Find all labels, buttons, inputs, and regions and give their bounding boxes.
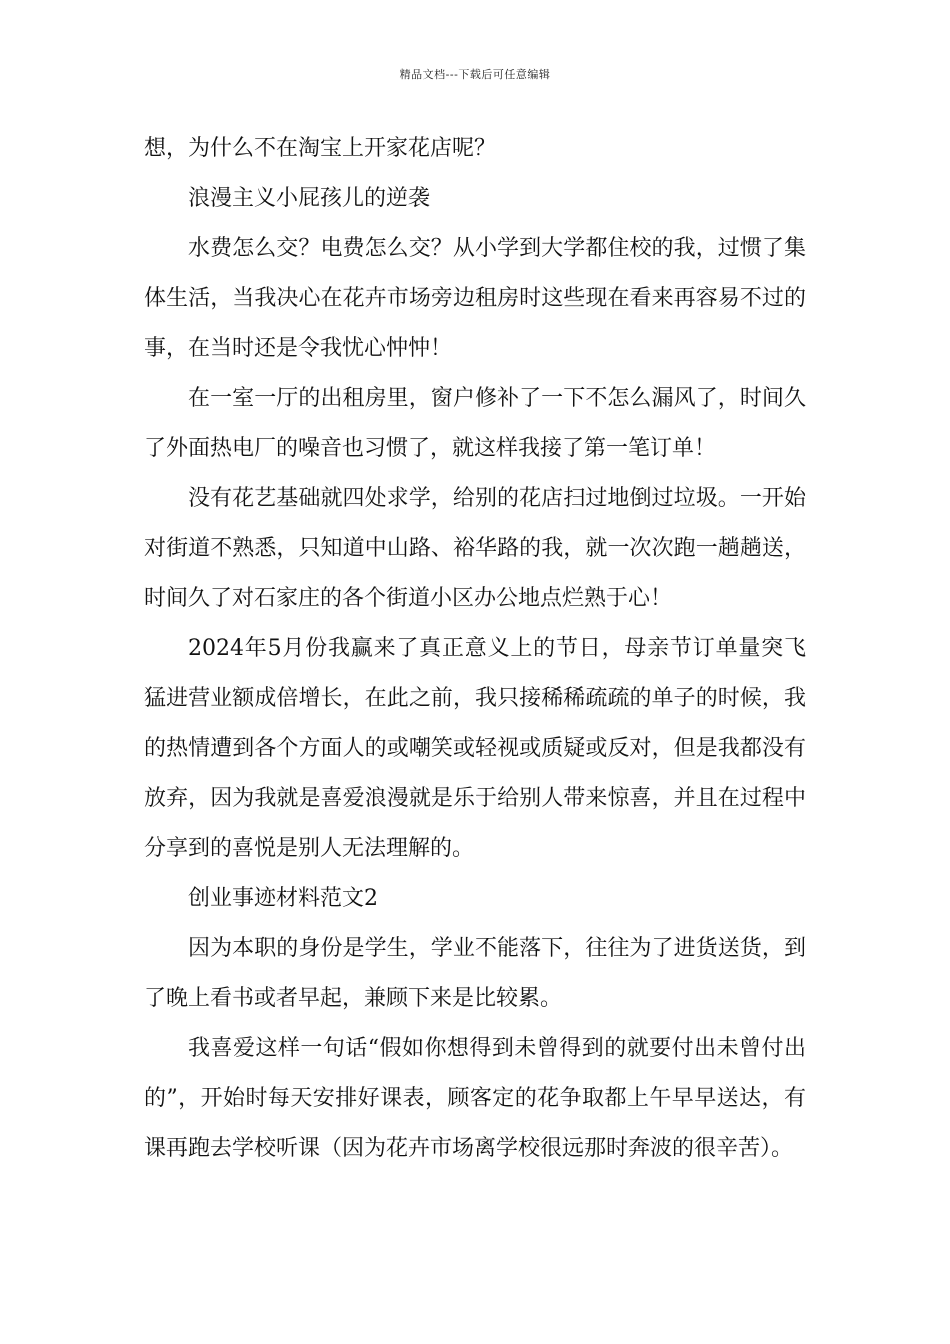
paragraph: 在一室一厅的出租房里，窗户修补了一下不怎么漏风了，时间久了外面热电厂的噪音也习惯了，就这样我接了第一笔订单！ <box>144 386 806 461</box>
paragraph: 我喜爱这样一句话“假如你想得到未曾得到的就要付出未曾付出的”，开始时每天安排好课表，顾客定的花争取都上午早早送达，有课再跑去学校听课（因为花卉市场离学校很远那时奔波的很辛苦）。 <box>144 1036 806 1161</box>
paragraph: 因为本职的身份是学生，学业不能落下，往往为了进货送货，到了晚上看书或者早起，兼顾下来是比较累。 <box>144 936 806 1011</box>
section-subtitle: 浪漫主义小屁孩儿的逆袭 <box>188 186 431 211</box>
document-body <box>144 124 806 1174</box>
paragraph: 想，为什么不在淘宝上开家花店呢？ <box>144 136 497 161</box>
paragraph: 没有花艺基础就四处求学，给别的花店扫过地倒过垃圾。一开始对街道不熟悉，只知道中山路、裕华路的我，就一次次跑一趟趟送，时间久了对石家庄的各个街道小区办公地点烂熟于心！ <box>144 486 806 611</box>
section-title: 创业事迹材料范文2 <box>188 886 378 911</box>
paragraph: 水费怎么交？电费怎么交？从小学到大学都住校的我，过惯了集体生活，当我决心在花卉市场旁边租房时这些现在看来再容易不过的事，在当时还是令我忧心忡忡！ <box>144 236 806 361</box>
paragraph: 2024年5月份我赢来了真正意义上的节日，母亲节订单量突飞猛进营业额成倍增长，在此之前，我只接稀稀疏疏的单子的时候，我的热情遭到各个方面人的或嘲笑或轻视或质疑或反对，但是我都没有放弃，因为我就是喜爱浪漫就是乐于给别人带来惊喜，并且在过程中分享到的喜悦是别人无法理解的。 <box>144 636 806 861</box>
page-header: 精品文档---下载后可任意编辑 <box>399 68 551 81</box>
